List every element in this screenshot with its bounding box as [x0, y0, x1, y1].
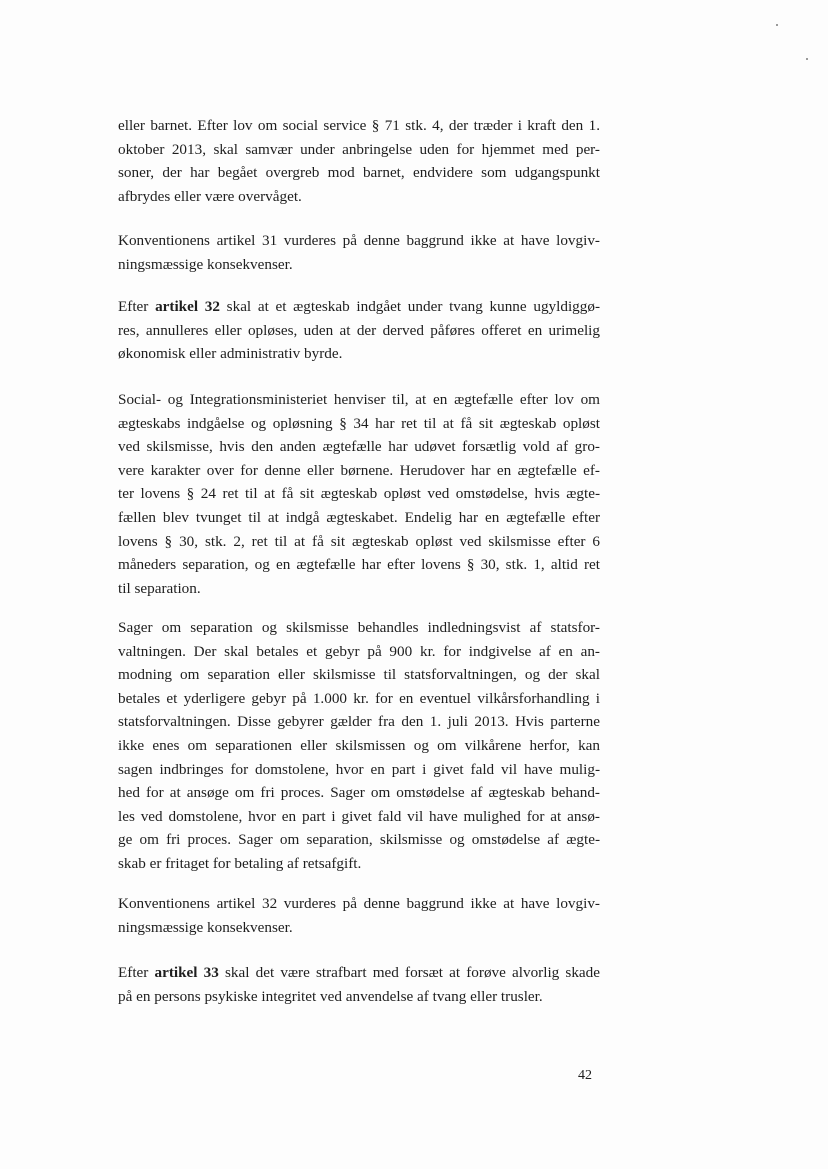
- paragraph-6: [118, 892, 600, 939]
- text-line: økonomisk eller administrativ byrde.: [118, 345, 343, 363]
- text-run: skal at et ægteskab indgået under tvang kunne ugyldiggø-: [219, 298, 601, 315]
- text-line: ikke enes om separationen eller skilsmissen og om vilkårene herfor, kan: [118, 736, 600, 754]
- text-run: Efter: [118, 298, 156, 315]
- paragraph-2: [118, 229, 600, 276]
- text-line: sagen indbringes for domstolene, hvor en part i givet fald vil have mulig-: [118, 760, 600, 778]
- text-line: Sager om separation og skilsmisse behandles indledningsvist af statsfor-: [118, 619, 600, 636]
- text-line: ter lovens § 24 ret til at få sit ægteskab opløst ved omstødelse, hvis ægte-: [118, 485, 600, 503]
- text-line: [118, 295, 600, 319]
- text-line: ningsmæssige konsekvenser.: [118, 918, 293, 936]
- article-reference: artikel 32: [155, 298, 220, 315]
- article-reference: artikel 33: [154, 964, 219, 981]
- text-line: ved skilsmisse, hvis den anden ægtefælle har udøvet forsætlig vold af gro-: [118, 438, 600, 456]
- text-run: skal det være strafbart med forsæt at forøve alvorlig skade: [218, 964, 600, 981]
- text-line: ægteskabs indgåelse og opløsning § 34 har ret til at få sit ægteskab opløst: [118, 414, 600, 432]
- text-line: vere karakter over for denne eller børnene. Herudover har en ægtefælle ef-: [118, 461, 600, 479]
- paragraph-5: [118, 616, 600, 876]
- text-line: valtningen. Der skal betales et gebyr på 900 kr. for indgivelse af en an-: [118, 642, 600, 660]
- text-line: modning om separation eller skilsmisse til statsforvaltningen, og der skal: [118, 666, 600, 684]
- text-line: skab er fritaget for betaling af retsafgift.: [118, 854, 362, 872]
- text-line: statsforvaltningen. Disse gebyrer gælder fra den 1. juli 2013. Hvis parterne: [118, 713, 600, 731]
- text-line: [118, 961, 600, 985]
- paragraph-4: [118, 388, 600, 600]
- text-line: lovens § 30, stk. 2, ret til at få sit ægteskab opløst ved skilsmisse efter 6: [118, 532, 600, 550]
- text-line: hed for at ansøge om fri proces. Sager om omstødelse af ægteskab behand-: [118, 784, 600, 802]
- text-line: Konventionens artikel 31 vurderes på denne baggrund ikke at have lovgiv-: [118, 232, 600, 249]
- text-line: oktober 2013, skal samvær under anbringelse uden for hjemmet med per-: [118, 140, 600, 158]
- text-line: afbrydes eller være overvåget.: [118, 187, 302, 205]
- text-line: til separation.: [118, 579, 201, 597]
- scan-speck: [806, 58, 808, 60]
- text-line: betales et yderligere gebyr på 1.000 kr. for en eventuel vilkårsforhandling i: [118, 689, 600, 707]
- text-line: les ved domstolene, hvor en part i givet fald vil have mulighed for at ansø-: [118, 807, 600, 825]
- text-line: fællen blev tvunget til at indgå ægteskabet. Endelig har en ægtefælle efter: [118, 508, 600, 526]
- paragraph-3: [118, 295, 600, 366]
- paragraph-1: [118, 114, 600, 208]
- text-run: Efter: [118, 964, 155, 981]
- text-line: på en persons psykiske integritet ved anvendelse af tvang eller trusler.: [118, 987, 543, 1005]
- text-line: res, annulleres eller opløses, uden at der derved påføres offeret en urimelig: [118, 321, 600, 339]
- scan-speck: [776, 24, 778, 26]
- text-line: ningsmæssige konsekvenser.: [118, 255, 293, 273]
- paragraph-7: [118, 961, 600, 1008]
- text-line: Konventionens artikel 32 vurderes på denne baggrund ikke at have lovgiv-: [118, 895, 600, 912]
- text-line: eller barnet. Efter lov om social service § 71 stk. 4, der træder i kraft den 1.: [118, 117, 600, 134]
- text-line: soner, der har begået overgreb mod barnet, endvidere som udgangspunkt: [118, 164, 600, 182]
- text-line: ge om fri proces. Sager om separation, skilsmisse og omstødelse af ægte-: [118, 831, 600, 849]
- page-number: 42: [578, 1068, 592, 1083]
- text-line: måneders separation, og en ægtefælle har efter lovens § 30, stk. 1, altid ret: [118, 556, 600, 574]
- text-line: Social- og Integrationsministeriet henviser til, at en ægtefælle efter lov om: [118, 391, 600, 408]
